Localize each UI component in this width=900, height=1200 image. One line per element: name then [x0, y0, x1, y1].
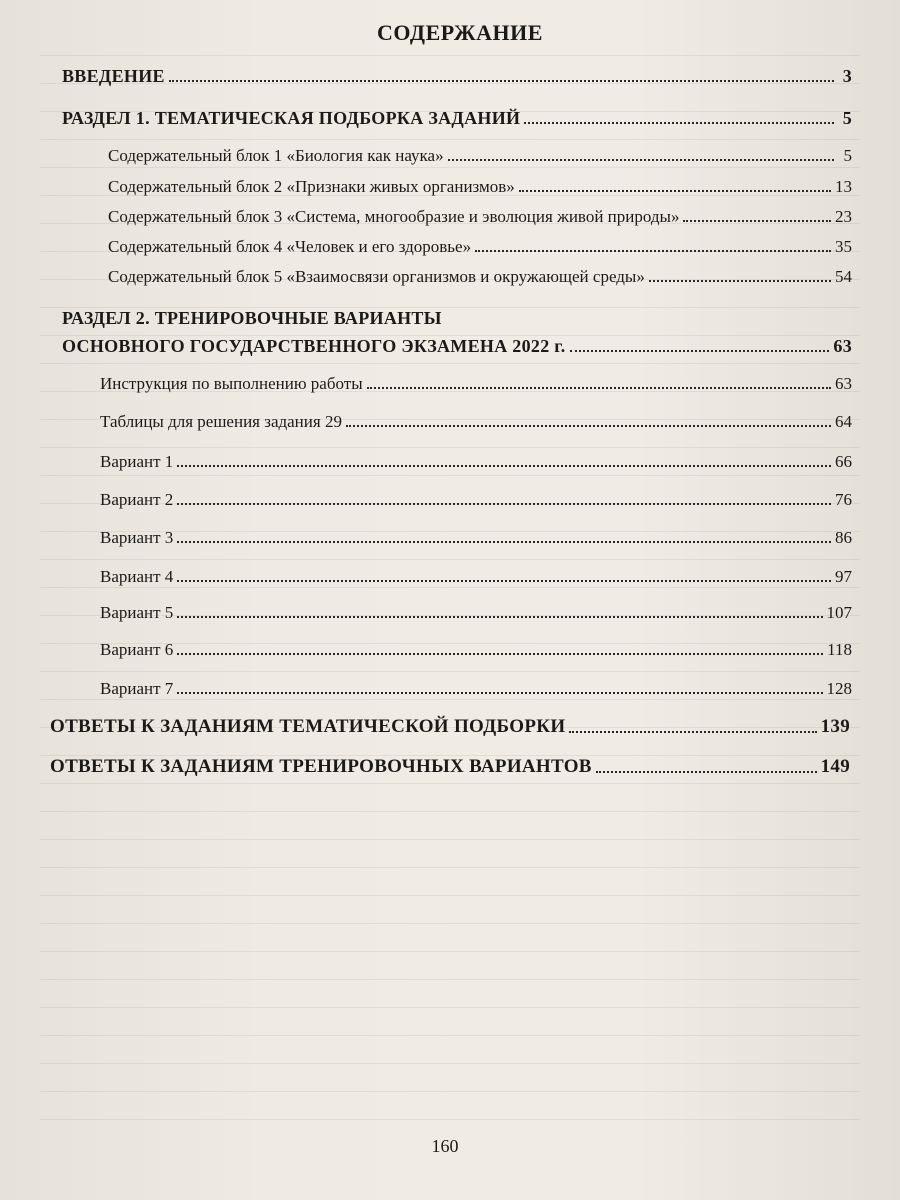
- dot-leader: [177, 541, 831, 543]
- dot-leader: [683, 220, 831, 222]
- toc-page-number: 35: [835, 237, 852, 256]
- toc-entry-section1[interactable]: [62, 108, 852, 129]
- toc-entry-label: Вариант 2: [100, 490, 174, 509]
- toc-page-number: 63: [835, 374, 852, 393]
- toc-entry-answers-thematic[interactable]: [50, 716, 850, 738]
- toc-entry-variant7[interactable]: [100, 679, 852, 699]
- toc-page-number: 54: [835, 267, 852, 286]
- toc-page-number: 63: [833, 336, 852, 356]
- toc-page-number: 97: [835, 567, 852, 586]
- toc-entry-tables[interactable]: [100, 412, 852, 432]
- toc-page-number: 76: [835, 490, 852, 509]
- toc-entry-variant1[interactable]: [100, 452, 852, 472]
- dot-leader: [346, 425, 831, 427]
- toc-entry-block1[interactable]: [108, 146, 852, 166]
- toc-page-number: 118: [827, 640, 852, 659]
- dot-leader: [570, 350, 830, 352]
- toc-page-number: 23: [835, 207, 852, 226]
- toc-entry-label: Вариант 4: [100, 567, 174, 586]
- toc-entry-label: Вариант 5: [100, 603, 174, 622]
- dot-leader: [177, 692, 822, 694]
- toc-page-number: 107: [826, 603, 852, 622]
- dot-leader: [448, 159, 834, 161]
- toc-entry-block4[interactable]: [108, 237, 852, 257]
- dot-leader: [177, 503, 831, 505]
- dot-leader: [177, 653, 823, 655]
- dot-leader: [519, 190, 831, 192]
- toc-entry-label: ОТВЕТЫ К ЗАДАНИЯМ ТЕМАТИЧЕСКОЙ ПОДБОРКИ: [50, 716, 566, 737]
- toc-entry-block3[interactable]: [108, 207, 852, 227]
- toc-page-number: 139: [820, 716, 850, 737]
- toc-page-number: 13: [835, 177, 852, 196]
- toc-entry-variant3[interactable]: [100, 528, 852, 548]
- toc-entry-label: Содержательный блок 4 «Человек и его здоровье»: [108, 237, 472, 256]
- toc-entry-variant4[interactable]: [100, 567, 852, 587]
- toc-entry-variant5[interactable]: [100, 603, 852, 623]
- dot-leader: [475, 250, 831, 252]
- toc-page-number: 5: [843, 146, 852, 165]
- dot-leader: [596, 771, 817, 773]
- toc-entry-label: Содержательный блок 5 «Взаимосвязи организмов и окружающей среды»: [108, 267, 645, 286]
- toc-entry-label: Вариант 7: [100, 679, 174, 698]
- toc-entry-label: Инструкция по выполнению работы: [100, 374, 363, 393]
- toc-page-number: 128: [826, 679, 852, 698]
- toc-entry-intro[interactable]: [62, 66, 852, 87]
- toc-entry-label: Вариант 3: [100, 528, 174, 547]
- toc-entry-label: Содержательный блок 3 «Система, многообразие и эволюция живой природы»: [108, 207, 680, 226]
- toc-page-number: 5: [842, 108, 852, 128]
- dot-leader: [569, 731, 816, 733]
- toc-entry-label: ВВЕДЕНИЕ: [62, 66, 165, 86]
- toc-section2-title-line1: РАЗДЕЛ 2. ТРЕНИРОВОЧНЫЕ ВАРИАНТЫ: [62, 308, 442, 328]
- page-title: СОДЕРЖАНИЕ: [377, 20, 543, 45]
- toc-page-number: 3: [842, 66, 852, 86]
- dot-leader: [649, 280, 831, 282]
- toc-entry-label: Вариант 6: [100, 640, 174, 659]
- toc-entry-label: ОСНОВНОГО ГОСУДАРСТВЕННОГО ЭКЗАМЕНА 2022 г.: [62, 336, 566, 356]
- toc-entry-label: Вариант 1: [100, 452, 174, 471]
- toc-entry-instructions[interactable]: [100, 374, 852, 394]
- toc-entry-label: Таблицы для решения задания 29: [100, 412, 342, 431]
- dot-leader: [367, 387, 831, 389]
- toc-entry-label: Содержательный блок 1 «Биология как наука»: [108, 146, 444, 165]
- toc-entry-variant6[interactable]: [100, 640, 852, 660]
- dot-leader: [177, 580, 831, 582]
- toc-entry-label: ОТВЕТЫ К ЗАДАНИЯМ ТРЕНИРОВОЧНЫХ ВАРИАНТОВ: [50, 756, 592, 777]
- dot-leader: [524, 122, 834, 124]
- toc-page-number: 86: [835, 528, 852, 547]
- toc-entry-block5[interactable]: [108, 267, 852, 287]
- toc-entry-label: Содержательный блок 2 «Признаки живых организмов»: [108, 177, 515, 196]
- toc-page-number: 64: [835, 412, 852, 431]
- toc-page-number: 149: [820, 756, 850, 777]
- page-number: 160: [431, 1136, 459, 1156]
- toc-entry-label: РАЗДЕЛ 1. ТЕМАТИЧЕСКАЯ ПОДБОРКА ЗАДАНИЙ: [62, 108, 521, 128]
- toc-entry-variant2[interactable]: [100, 490, 852, 510]
- dot-leader: [169, 80, 834, 82]
- toc-entry-block2[interactable]: [108, 177, 852, 197]
- dot-leader: [177, 616, 822, 618]
- toc-page-number: 66: [835, 452, 852, 471]
- dot-leader: [177, 465, 831, 467]
- toc-entry-section2[interactable]: [62, 336, 852, 357]
- toc-entry-answers-variants[interactable]: [50, 756, 850, 778]
